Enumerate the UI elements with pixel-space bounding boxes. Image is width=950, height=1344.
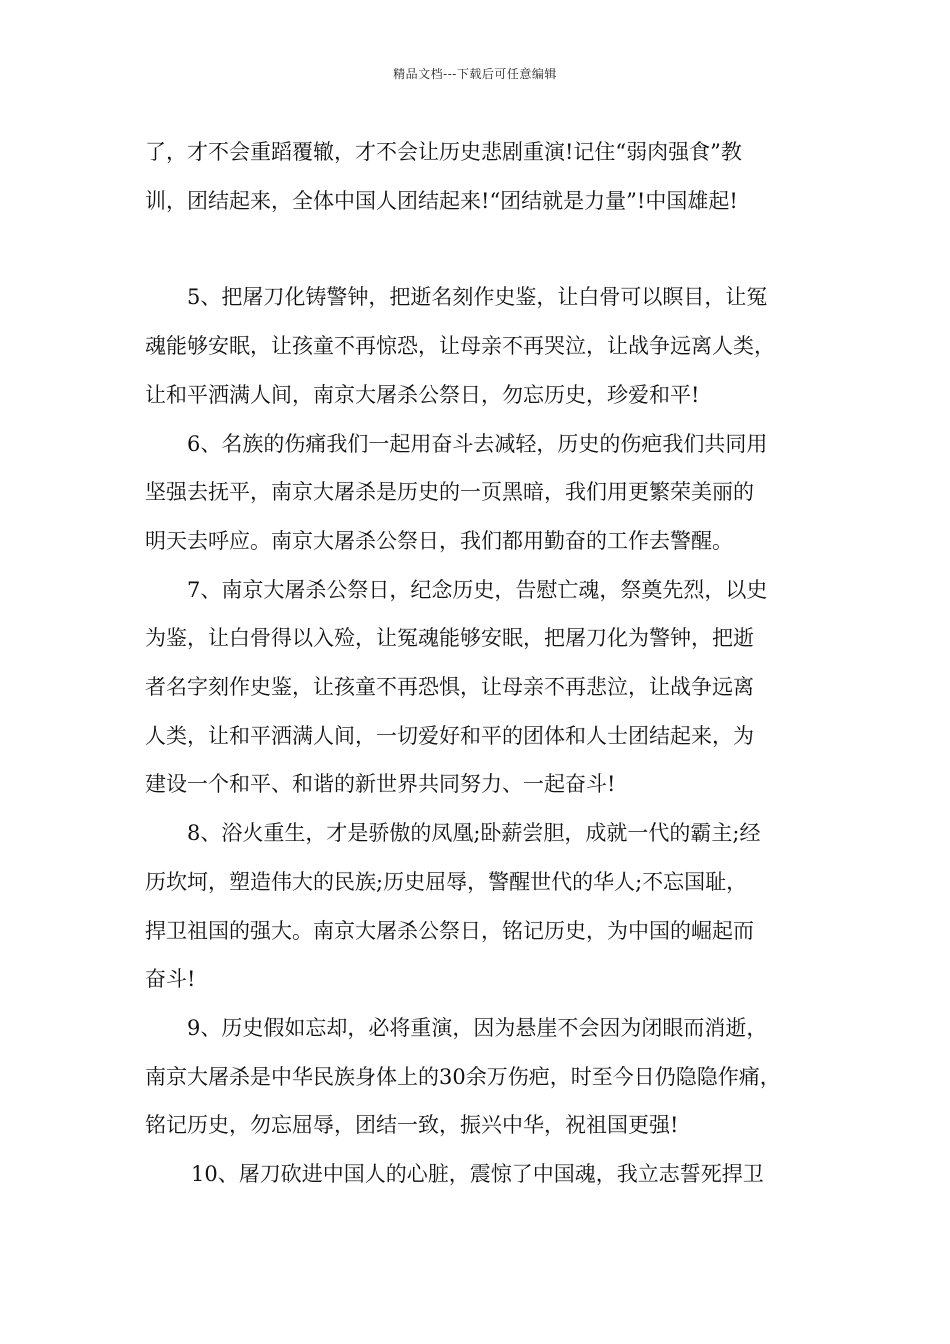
paragraph-gap xyxy=(145,225,821,273)
text-line: 7、南京大屠杀公祭日，纪念历史，告慰亡魂，祭奠先烈，以史 xyxy=(187,577,768,602)
text-line: 捍卫祖国的强大。南京大屠杀公祭日，铭记历史，为中国的崛起而 xyxy=(145,918,754,943)
text-line: 者名字刻作史鉴，让孩童不再恐惧，让母亲不再悲泣，让战争远离 xyxy=(145,675,754,700)
paragraph-item-5 xyxy=(145,273,821,419)
text-line: 6、名族的伤痛我们一起用奋斗去减轻，历史的伤疤我们共同用 xyxy=(187,431,768,456)
paragraph-item-7 xyxy=(145,566,821,810)
text-line: 人类，让和平洒满人间，一切爱好和平的团体和人士团结起来，为 xyxy=(145,723,754,748)
text-line: 训，团结起来，全体中国人团结起来!“团结就是力量”!中国雄起! xyxy=(145,188,738,213)
text-line: 南京大屠杀是中华民族身体上的30余万伤疤，时至今日仍隐隐作痛， xyxy=(145,1064,781,1089)
text-line: 8、浴火重生，才是骄傲的凤凰;卧薪尝胆，成就一代的霸主;经 xyxy=(187,821,761,846)
text-line: 5、把屠刀化铸警钟，把逝名刻作史鉴，让白骨可以瞑目，让冤 xyxy=(187,285,768,310)
text-line: 奋斗! xyxy=(145,967,196,992)
paragraph-item-9 xyxy=(145,1004,821,1150)
text-line: 魂能够安眠，让孩童不再惊恐，让母亲不再哭泣，让战争远离人类， xyxy=(145,334,775,359)
text-line: 建设一个和平、和谐的新世界共同努力、一起奋斗! xyxy=(145,772,616,797)
document-body xyxy=(145,128,821,1199)
page-header: 精品文档---下载后可任意编辑 xyxy=(393,67,557,81)
text-line: 9、历史假如忘却，必将重演，因为悬崖不会因为闭眼而消逝， xyxy=(187,1015,768,1040)
text-line: 历坎坷，塑造伟大的民族;历史屈辱，警醒世代的华人;不忘国耻， xyxy=(145,869,748,894)
text-line: 让和平洒满人间，南京大屠杀公祭日，勿忘历史，珍爱和平! xyxy=(145,382,700,407)
paragraph-item-6 xyxy=(145,420,821,566)
text-line: 明天去呼应。南京大屠杀公祭日，我们都用勤奋的工作去警醒。 xyxy=(145,528,733,553)
text-line: 10、屠刀砍进中国人的心脏，震惊了中国魂，我立志誓死捍卫 xyxy=(191,1162,764,1187)
text-line: 坚强去抚平，南京大屠杀是历史的一页黑暗，我们用更繁荣美丽的 xyxy=(145,480,754,505)
paragraph-continuation xyxy=(145,128,821,225)
text-line: 为鉴，让白骨得以入殓，让冤魂能够安眠，把屠刀化为警钟，把逝 xyxy=(145,626,754,651)
text-line: 铭记历史，勿忘屈辱，团结一致，振兴中华，祝祖国更强! xyxy=(145,1113,679,1138)
text-line: 了，才不会重蹈覆辙，才不会让历史悲剧重演!记住“弱肉强食”教 xyxy=(145,140,742,164)
paragraph-item-8 xyxy=(145,809,821,1004)
paragraph-item-10 xyxy=(145,1150,821,1199)
